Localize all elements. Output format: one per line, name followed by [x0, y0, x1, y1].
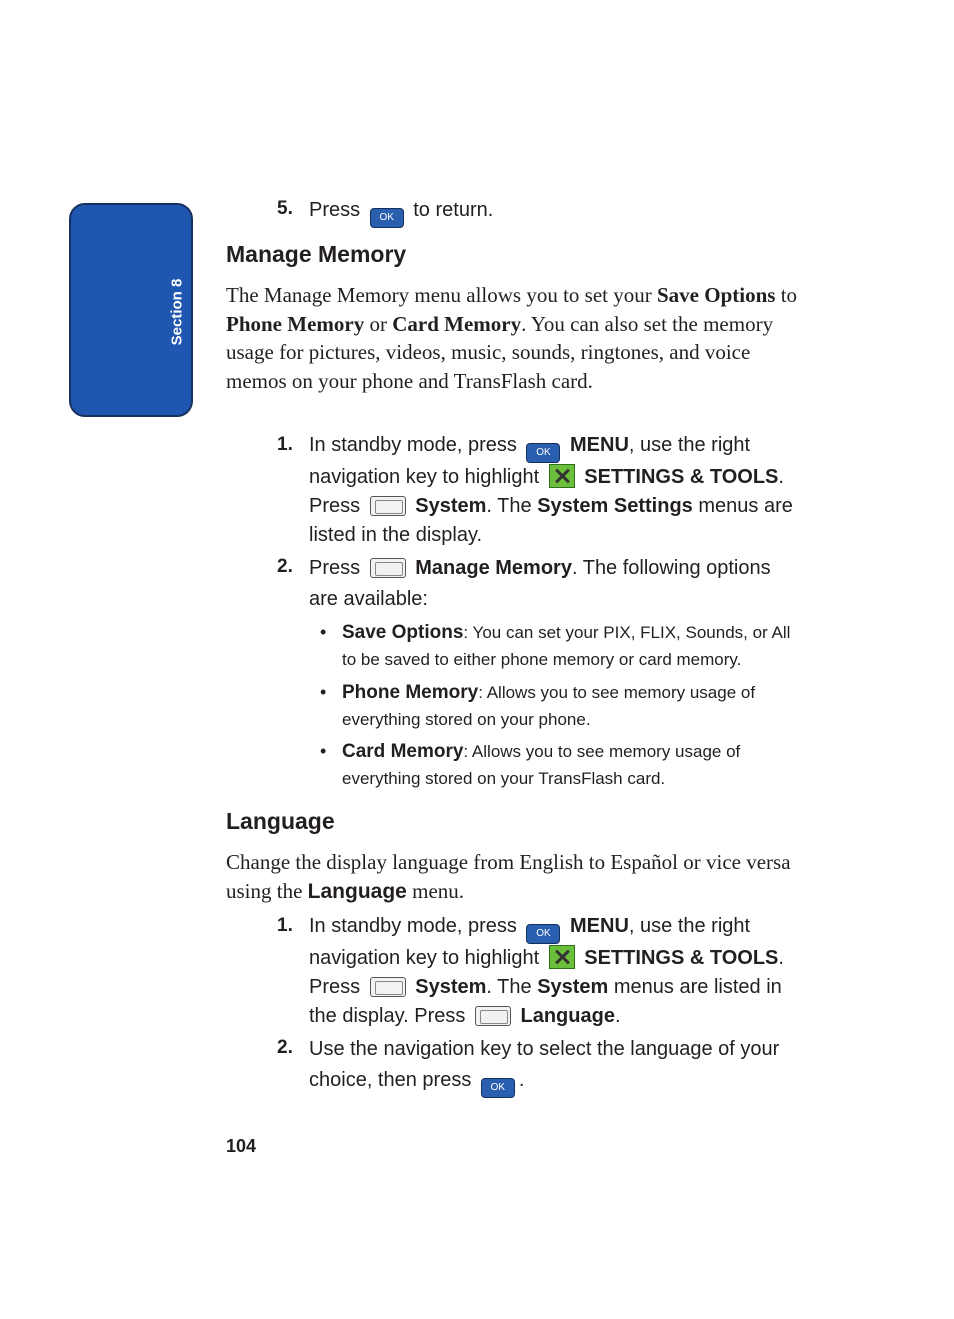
- bullet-save-options: Save Options: You can set your PIX, FLIX, Sounds, or All to be saved to either phone memory or card memory.: [342, 622, 791, 669]
- manage-memory-heading: Manage Memory: [226, 241, 407, 267]
- step-number: 2.: [277, 1037, 293, 1058]
- settings-tools-icon: [549, 464, 575, 488]
- manage-step-1: In standby mode, press OK MENU, use the right navigation key to highlight SETTINGS & TOOLS. Press System. The System Settings menus are listed in the display.: [309, 434, 793, 546]
- manage-memory-intro: The Manage Memory menu allows you to set your Save Options to Phone Memory or Card Memory. You can also set the memory usage for pictures, videos, music, sounds, ringtones, and voice memos on your phone and TransFlash card.: [226, 283, 798, 393]
- key-5-icon: [370, 977, 406, 997]
- section-tab-label: Section 8: [168, 278, 186, 346]
- key-3-icon: [475, 1006, 511, 1026]
- bullet-icon: •: [320, 741, 327, 761]
- ok-key-icon: OK: [370, 208, 404, 228]
- step-5-text: Press OK to return.: [309, 196, 799, 228]
- step-number: 5.: [277, 198, 293, 219]
- key-2-icon: [370, 558, 406, 578]
- language-heading: Language: [226, 808, 335, 834]
- key-5-icon: [370, 496, 406, 516]
- step-number: 2.: [277, 556, 293, 577]
- bullet-icon: •: [320, 682, 327, 702]
- language-step-1: In standby mode, press OK MENU, use the right navigation key to highlight SETTINGS & TOOLS. Press System. The System menus are listed in the display. Press Language.: [309, 915, 784, 1027]
- bullet-card-memory: Card Memory: Allows you to see memory usage of everything stored on your TransFlash card.: [342, 741, 741, 788]
- bullet-icon: •: [320, 622, 327, 642]
- ok-key-icon: OK: [481, 1078, 515, 1098]
- ok-key-icon: OK: [526, 924, 560, 944]
- language-intro: Change the display language from English to Español or vice versa using the Language menu.: [226, 850, 791, 903]
- page-number: 104: [226, 1136, 257, 1156]
- language-step-2: Use the navigation key to select the language of your choice, then press OK .: [309, 1034, 799, 1098]
- step-number: 1.: [277, 915, 293, 936]
- settings-tools-icon: [549, 945, 575, 969]
- bullet-phone-memory: Phone Memory: Allows you to see memory usage of everything stored on your phone.: [342, 682, 756, 729]
- ok-key-icon: OK: [526, 443, 560, 463]
- manage-step-2: Press Manage Memory. The following options are available:: [309, 557, 771, 610]
- step-number: 1.: [277, 434, 293, 455]
